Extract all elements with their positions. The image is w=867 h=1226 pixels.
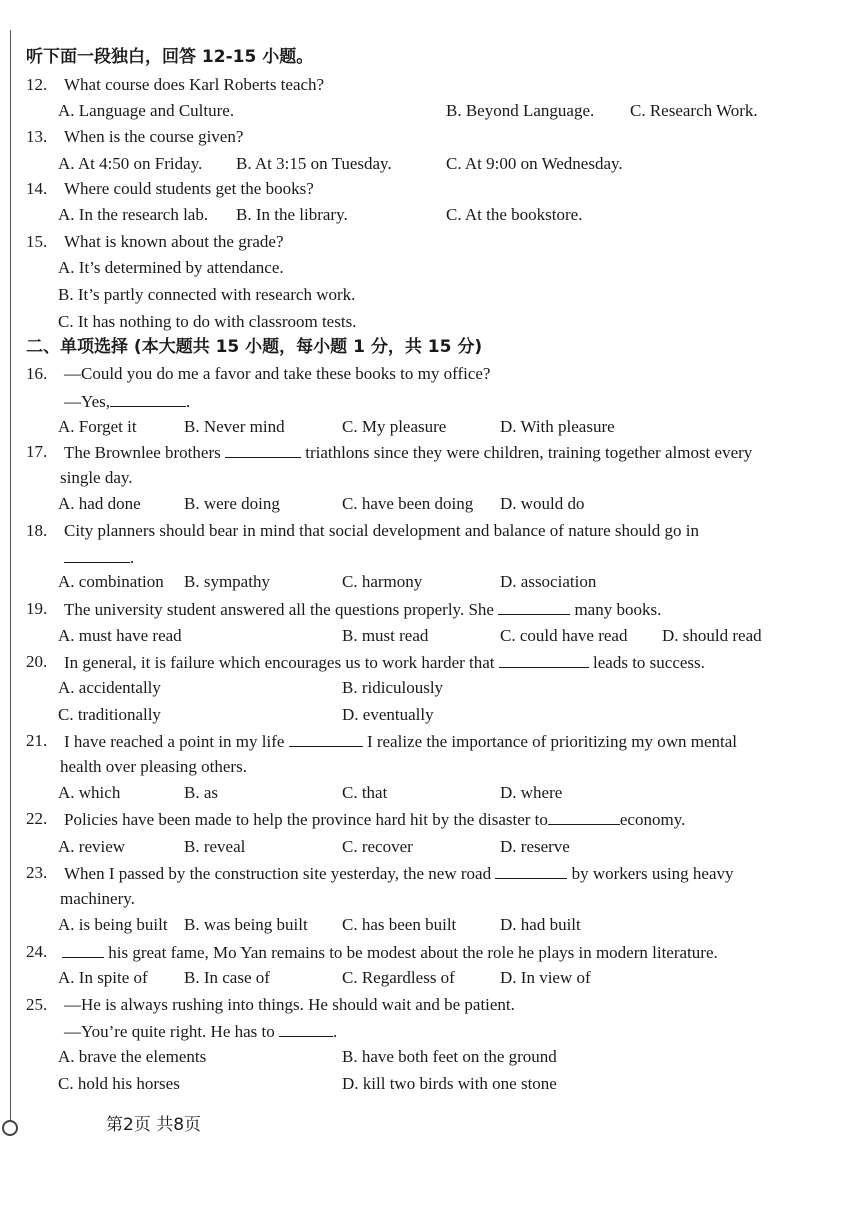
- option-c: C. Regardless of: [342, 968, 455, 987]
- option-a: A. Language and Culture.: [58, 101, 235, 120]
- option-b: B. were doing: [184, 494, 280, 513]
- option-d: D. kill two birds with one stone: [342, 1074, 557, 1093]
- option-c: C. hold his horses: [58, 1074, 180, 1093]
- option-a: A. accidentally: [58, 678, 161, 697]
- option-a: A. In spite of: [58, 968, 148, 987]
- option-c: C. could have read: [500, 626, 628, 645]
- question-number: 15.: [26, 232, 48, 251]
- option-a: A. which: [58, 783, 121, 802]
- question-number: 23.: [26, 863, 48, 882]
- option-c: C. Research Work.: [630, 101, 758, 120]
- question-text-cont: machinery.: [60, 889, 135, 908]
- option-d: D. should read: [662, 626, 762, 645]
- question-text-cont: single day.: [60, 468, 133, 487]
- option-c: C. have been doing: [342, 494, 474, 513]
- question-number: 13.: [26, 127, 48, 146]
- question-text-cont: .: [64, 546, 134, 569]
- option-d: D. In view of: [500, 968, 591, 987]
- option-b: B. At 3:15 on Tuesday.: [236, 154, 392, 173]
- question-text: In general, it is failure which encourages us to work harder that leads to success.: [64, 653, 705, 672]
- question-number: 14.: [26, 179, 48, 198]
- option-a: A. At 4:50 on Friday.: [58, 154, 203, 173]
- option-a: A. had done: [58, 494, 141, 513]
- answer-blank: [498, 598, 570, 615]
- option-d: D. reserve: [500, 837, 570, 856]
- reply-text: —Yes, .: [64, 392, 191, 411]
- answer-blank: [548, 808, 620, 825]
- question-text: When I passed by the construction site yesterday, the new road by workers using heavy: [64, 864, 734, 883]
- question-number: 21.: [26, 731, 48, 750]
- question-number: 19.: [26, 599, 48, 618]
- option-d: D. With pleasure: [500, 417, 615, 436]
- option-b: B. ridiculously: [342, 678, 444, 697]
- answer-blank: [64, 546, 130, 563]
- option-c: C. It has nothing to do with classroom tests.: [58, 312, 357, 331]
- option-b: B. have both feet on the ground: [342, 1047, 557, 1066]
- option-c: C. traditionally: [58, 705, 161, 724]
- option-c: C. that: [342, 783, 388, 802]
- binder-hole-mark: [2, 1120, 18, 1136]
- question-text: What is known about the grade?: [64, 232, 284, 251]
- option-d: D. eventually: [342, 705, 434, 724]
- answer-blank: [110, 390, 186, 407]
- section-heading-multiple-choice: 二、单项选择 (本大题共 15 小题，每小题 1 分，共 15 分): [26, 337, 483, 357]
- option-c: C. harmony: [342, 572, 423, 591]
- option-c: C. has been built: [342, 915, 457, 934]
- question-number: 17.: [26, 442, 48, 461]
- option-a: A. combination: [58, 572, 164, 591]
- question-number: 12.: [26, 75, 48, 94]
- answer-blank: [499, 651, 589, 668]
- option-b: B. was being built: [184, 915, 308, 934]
- question-text: I have reached a point in my life I realize the importance of prioritizing my own mental: [64, 732, 738, 751]
- option-a: A. is being built: [58, 915, 168, 934]
- option-c: C. At the bookstore.: [446, 205, 583, 224]
- option-b: B. In the library.: [236, 205, 348, 224]
- answer-blank: [495, 862, 567, 879]
- question-text: The university student answered all the questions properly. She many books.: [64, 600, 662, 619]
- option-d: D. association: [500, 572, 597, 591]
- question-number: 18.: [26, 521, 48, 540]
- question-text: his great fame, Mo Yan remains to be modest about the role he plays in modern literature.: [62, 941, 718, 964]
- option-a: A. Forget it: [58, 417, 137, 436]
- option-b: B. reveal: [184, 837, 246, 856]
- page-footer: 第2页 共8页: [106, 1115, 202, 1135]
- question-text: The Brownlee brothers triathlons since they were children, training together almost every: [64, 443, 753, 462]
- option-c: C. At 9:00 on Wednesday.: [446, 154, 623, 173]
- option-d: D. had built: [500, 915, 581, 934]
- reply-text: —You’re quite right. He has to .: [64, 1022, 338, 1041]
- option-b: B. as: [184, 783, 218, 802]
- question-text: What course does Karl Roberts teach?: [64, 75, 325, 94]
- question-number: 22.: [26, 809, 48, 828]
- question-number: 24.: [26, 942, 48, 961]
- question-text: When is the course given?: [64, 127, 244, 146]
- question-text: Where could students get the books?: [64, 179, 314, 198]
- option-b: B. must read: [342, 626, 429, 645]
- question-text-cont: health over pleasing others.: [60, 757, 247, 776]
- option-a: A. must have read: [58, 626, 182, 645]
- option-a: A. review: [58, 837, 126, 856]
- question-text: —Could you do me a favor and take these books to my office?: [64, 364, 491, 383]
- option-b: B. In case of: [184, 968, 270, 987]
- option-c: C. recover: [342, 837, 413, 856]
- option-b: B. It’s partly connected with research work.: [58, 285, 356, 304]
- answer-blank: [225, 441, 301, 458]
- section-heading-listening: 听下面一段独白，回答 12-15 小题。: [26, 47, 314, 67]
- option-c: C. My pleasure: [342, 417, 447, 436]
- question-text: Policies have been made to help the province hard hit by the disaster to economy.: [64, 810, 686, 829]
- option-b: B. Never mind: [184, 417, 285, 436]
- question-number: 16.: [26, 364, 48, 383]
- option-a: A. brave the elements: [58, 1047, 207, 1066]
- question-number: 20.: [26, 652, 48, 671]
- option-b: B. sympathy: [184, 572, 270, 591]
- question-text: —He is always rushing into things. He should wait and be patient.: [64, 995, 515, 1014]
- option-a: A. It’s determined by attendance.: [58, 258, 284, 277]
- margin-line: [10, 30, 11, 1120]
- question-text: City planners should bear in mind that social development and balance of nature should go in: [64, 521, 699, 540]
- answer-blank: [289, 730, 363, 747]
- option-a: A. In the research lab.: [58, 205, 209, 224]
- option-d: D. would do: [500, 494, 585, 513]
- question-number: 25.: [26, 995, 48, 1014]
- option-b: B. Beyond Language.: [446, 101, 595, 120]
- answer-blank: [279, 1020, 333, 1037]
- answer-blank: [62, 941, 104, 958]
- option-d: D. where: [500, 783, 563, 802]
